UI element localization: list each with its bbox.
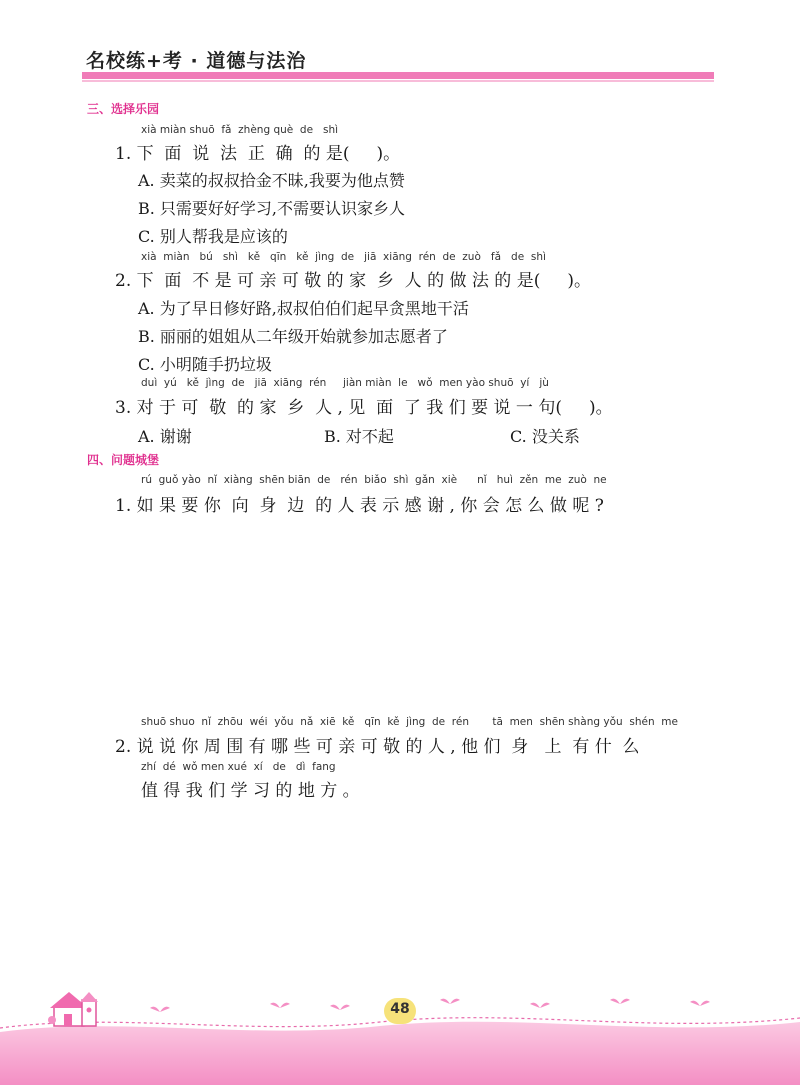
- s4-q2-text-line2: 值 得 我 们 学 习 的 地 方 。: [141, 781, 360, 801]
- q1-option-b: B. 只需要好好学习,不需要认识家乡人: [138, 199, 406, 218]
- q2-option-c: C. 小明随手扔垃圾: [138, 355, 272, 374]
- header-divider-light: [82, 80, 714, 82]
- q3-option-a: A. 谢谢: [138, 427, 192, 446]
- q1-pinyin: xià miàn shuō fǎ zhèng què de shì: [141, 124, 339, 136]
- q2-text: 2. 下 面 不 是 可 亲 可 敬 的 家 乡 人 的 做 法 的 是( )。: [115, 271, 591, 291]
- house-icon: [44, 984, 108, 1030]
- q3-option-b: B. 对不起: [324, 427, 394, 446]
- header-divider: [82, 72, 714, 79]
- s4-q1-text: 1. 如 果 要 你 向 身 边 的 人 表 示 感 谢 , 你 会 怎 么 做 呢 ?: [115, 496, 604, 516]
- page-number: 48: [390, 1001, 410, 1017]
- s4-q2-pinyin-line1: shuō shuo nǐ zhōu wéi yǒu nǎ xiē kě qīn kě jìng de rén tā men shēn shàng yǒu shén me: [141, 716, 678, 728]
- section-title-choice: 三、选择乐园: [87, 102, 160, 116]
- q3-option-c: C. 没关系: [510, 427, 580, 446]
- header-title: 名校练+考 · 道德与法治: [86, 50, 307, 72]
- sprout-decorations: [100, 990, 800, 1020]
- s4-q2-text-line1: 2. 说 说 你 周 围 有 哪 些 可 亲 可 敬 的 人 , 他 们 身 上 有 什 么: [115, 737, 640, 757]
- q2-pinyin: xià miàn bú shì kě qīn kě jìng de jiā xiāng rén de zuò fǎ de shì: [141, 251, 546, 263]
- q2-option-b: B. 丽丽的姐姐从二年级开始就参加志愿者了: [138, 327, 448, 346]
- q1-text: 1. 下 面 说 法 正 确 的 是( )。: [115, 144, 401, 164]
- q3-pinyin: duì yú kě jìng de jiā xiāng rén jiàn miàn le wǒ men yào shuō yí jù: [141, 377, 549, 389]
- q1-option-c: C. 别人帮我是应该的: [138, 227, 288, 246]
- q2-option-a: A. 为了早日修好路,叔叔伯伯们起早贪黑地干活: [138, 299, 469, 318]
- s4-q2-pinyin-line2: zhí dé wǒ men xué xí de dì fang: [141, 761, 336, 773]
- q3-text: 3. 对 于 可 敬 的 家 乡 人 , 见 面 了 我 们 要 说 一 句( )。: [115, 398, 613, 418]
- q1-option-a: A. 卖菜的叔叔拾金不昧,我要为他点赞: [138, 171, 405, 190]
- section-title-questions: 四、问题城堡: [87, 453, 160, 467]
- s4-q1-pinyin: rú guǒ yào nǐ xiàng shēn biān de rén biǎo shì gǎn xiè nǐ huì zěn me zuò ne: [141, 474, 607, 486]
